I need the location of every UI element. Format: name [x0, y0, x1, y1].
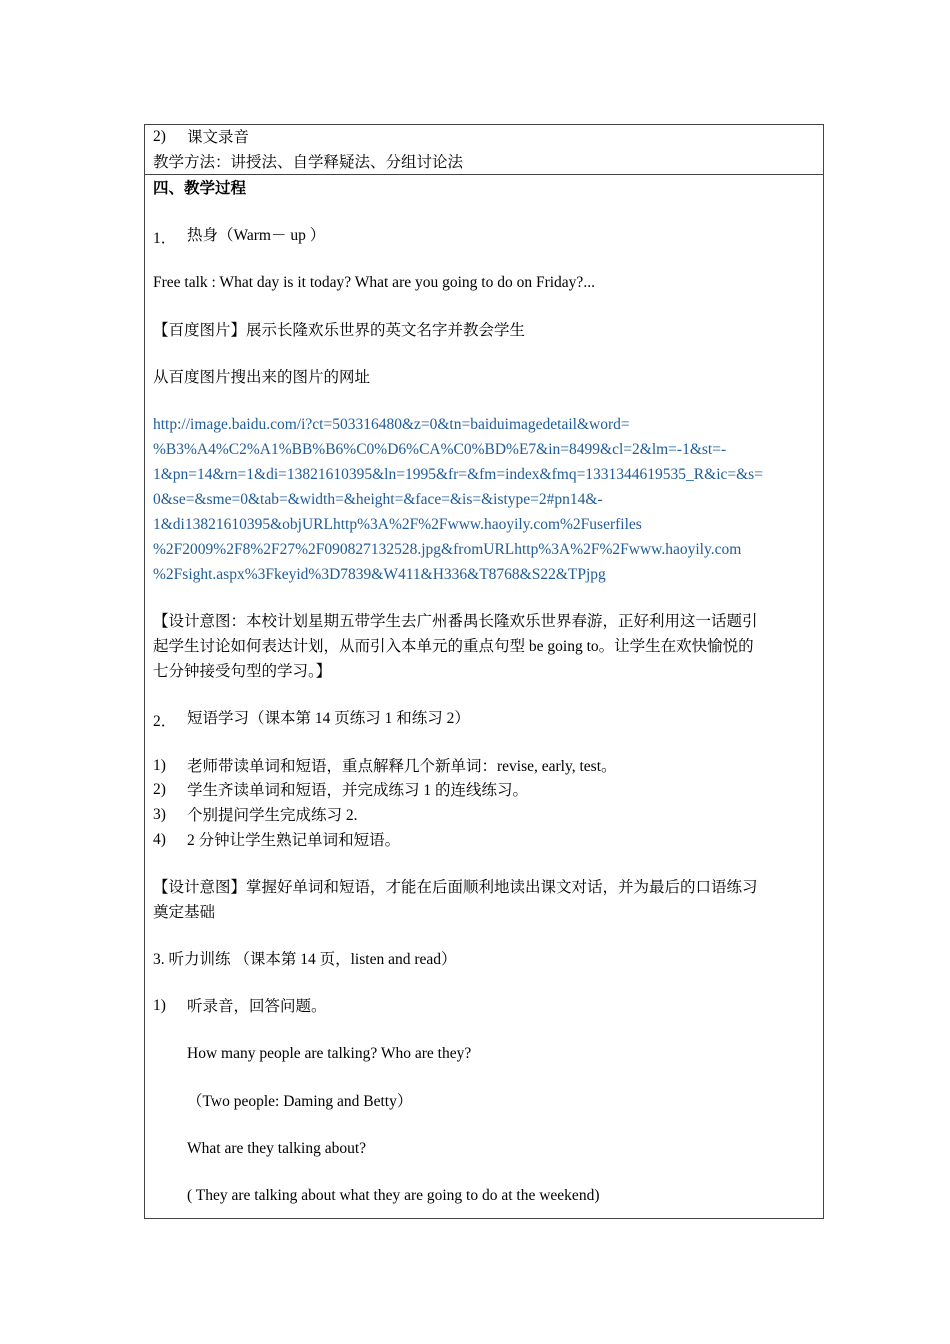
url-line[interactable]: http://image.baidu.com/i?ct=503316480&z=0&tn=baiduimagedetail&word=: [153, 416, 630, 433]
list-item: 学生齐读单词和短语，并完成练习 1 的连线练习。: [187, 782, 529, 799]
list-number: 2): [153, 128, 166, 145]
list-number: 2): [153, 781, 166, 798]
url-line[interactable]: 1&pn=14&rn=1&di=13821610395&ln=1995&fr=&fm=index&fmq=1331344619535_R&ic=&s=: [153, 466, 763, 483]
step-number: 1．: [153, 230, 177, 247]
url-line[interactable]: 1&di13821610395&objURLhttp%3A%2F%2Fwww.haoyily.com%2Fuserfiles: [153, 516, 642, 533]
list-item: 课文录音: [187, 129, 250, 146]
list-item: 老师带读单词和短语，重点解释几个新单词：revise, early, test。: [187, 758, 617, 775]
design-intent-line: 起学生讨论如何表达计划，从而引入本单元的重点句型 be going to。让学生在欢快愉悦的: [153, 638, 754, 655]
design-intent-line: 奠定基础: [153, 904, 216, 921]
url-line[interactable]: %B3%A4%C2%A1%BB%B6%C0%D6%CA%C0%BD%E7&in=8499&cl=2&lm=-1&st=-: [153, 441, 727, 458]
answer: （Two people: Daming and Betty）: [187, 1093, 413, 1110]
design-intent-line: 【设计意图：本校计划星期五带学生去广州番禺长隆欢乐世界春游，正好利用这一话题引: [153, 613, 758, 630]
free-talk: Free talk : What day is it today? What are you going to do on Friday?...: [153, 274, 595, 291]
list-number: 1): [153, 997, 166, 1014]
step-title: 短语学习（课本第 14 页练习 1 和练习 2）: [187, 710, 470, 727]
list-number: 3): [153, 806, 166, 823]
url-line[interactable]: %2Fsight.aspx%3Fkeyid%3D7839&W411&H336&T8768&S22&TPjpg: [153, 566, 606, 583]
section-heading: 四、教学过程: [153, 180, 247, 197]
list-item: 2 分钟让学生熟记单词和短语。: [187, 832, 401, 849]
design-intent-line: 【设计意图】掌握好单词和短语，才能在后面顺利地读出课文对话，并为最后的口语练习: [153, 879, 758, 896]
step-title: 热身（Warm－ up ）: [187, 227, 326, 244]
list-number: 1): [153, 757, 166, 774]
baidu-note: 【百度图片】展示长隆欢乐世界的英文名字并教会学生: [153, 322, 526, 339]
url-line[interactable]: 0&se=&sme=0&tab=&width=&height=&face=&is=&istype=2#pn14&-: [153, 491, 603, 508]
answer: ( They are talking about what they are going to do at the weekend): [187, 1187, 600, 1204]
teaching-methods: 教学方法：讲授法、自学释疑法、分组讨论法: [153, 154, 464, 171]
url-intro: 从百度图片搜出来的图片的网址: [153, 369, 371, 386]
materials-cell: [145, 125, 823, 175]
step-number: 2．: [153, 713, 177, 730]
url-line[interactable]: %2F2009%2F8%2F27%2F090827132528.jpg&fromURLhttp%3A%2F%2Fwww.haoyily.com: [153, 541, 742, 558]
step-title: 3. 听力训练 （课本第 14 页，listen and read）: [153, 951, 457, 968]
design-intent-line: 七分钟接受句型的学习。】: [153, 663, 332, 680]
list-item: 个别提问学生完成练习 2.: [187, 807, 358, 824]
list-item: 听录音，回答问题。: [187, 998, 327, 1015]
question: What are they talking about?: [187, 1140, 367, 1157]
question: How many people are talking? Who are they?: [187, 1045, 472, 1062]
lesson-table: [144, 124, 824, 1219]
list-number: 4): [153, 831, 166, 848]
